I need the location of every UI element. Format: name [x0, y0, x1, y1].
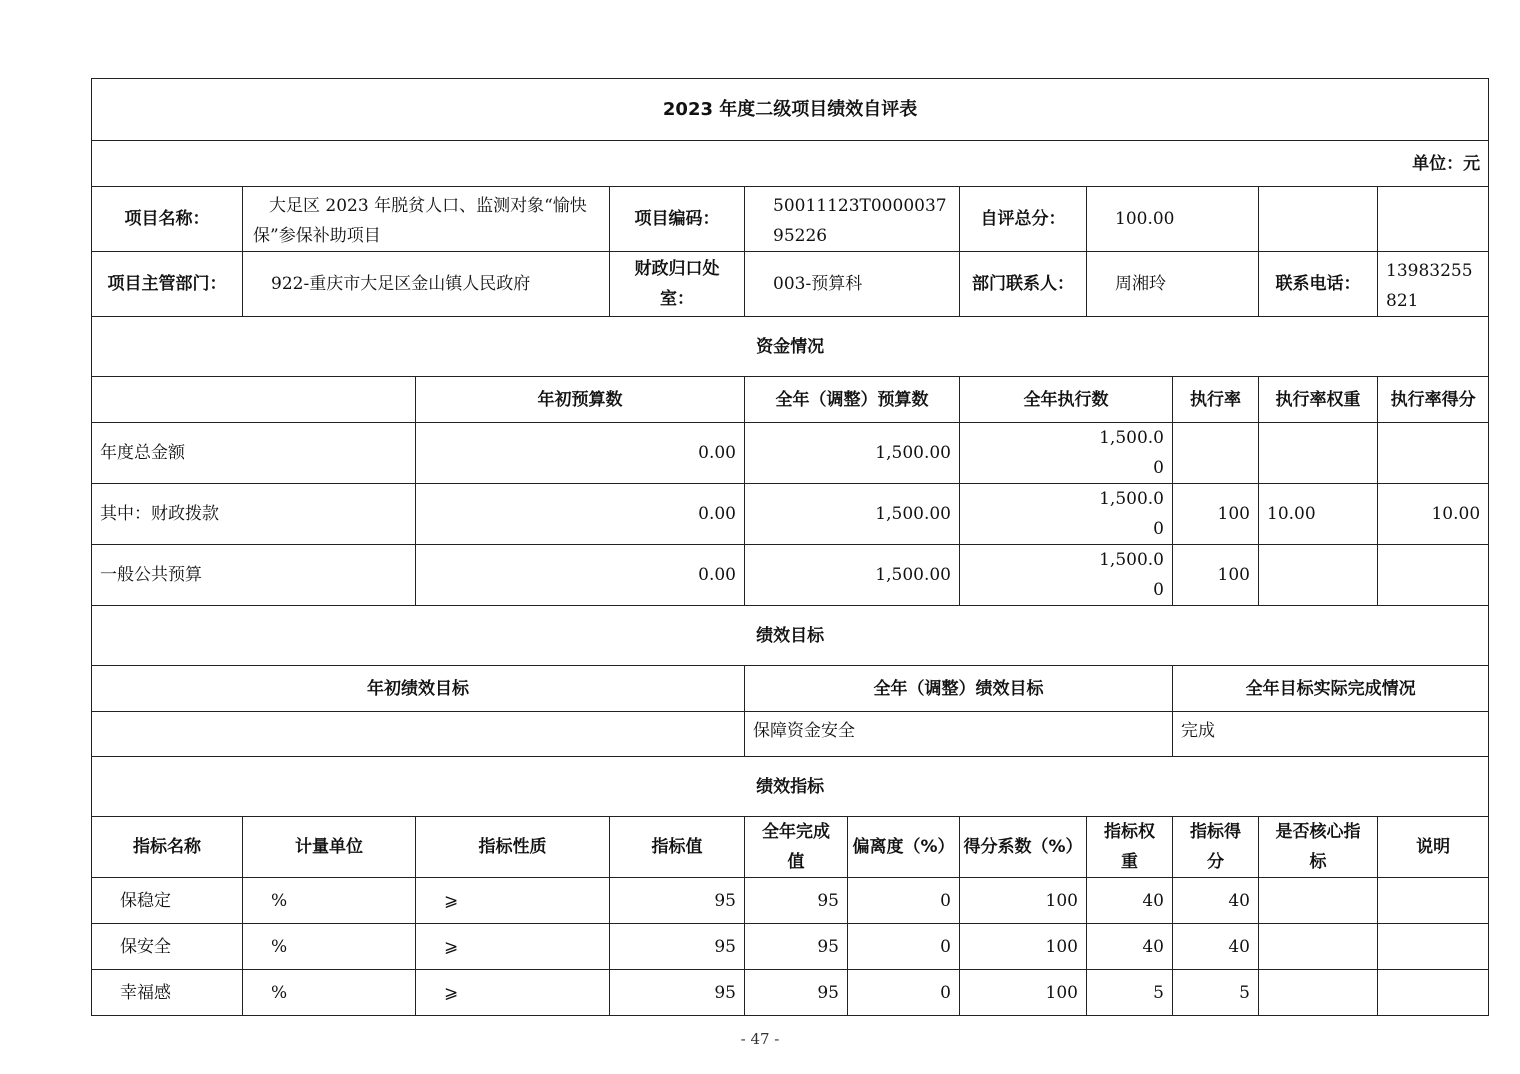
funds-initial: 0.00	[416, 484, 745, 545]
indicator-score: 40	[1173, 924, 1259, 970]
contact-value: 周湘玲	[1087, 252, 1259, 317]
indicator-coefficient: 100	[960, 924, 1087, 970]
table-row	[92, 878, 1489, 924]
indicator-score: 40	[1173, 878, 1259, 924]
indicator-header: 指标性质	[416, 817, 610, 878]
phone-value: 13983255821	[1378, 252, 1489, 317]
indicator-core	[1259, 924, 1378, 970]
funds-row-name: 其中：财政拨款	[92, 484, 416, 545]
finance-value: 003-预算科	[745, 252, 960, 317]
funds-header: 全年（调整）预算数	[745, 377, 960, 423]
dept-label: 项目主管部门：	[92, 252, 243, 317]
indicator-unit: %	[243, 878, 416, 924]
project-name-value: 大足区 2023 年脱贫人口、监测对象“愉快保”参保补助项目	[243, 187, 610, 252]
funds-weight	[1259, 423, 1378, 484]
unit-label: 单位：元	[92, 141, 1489, 187]
indicator-deviation: 0	[848, 878, 960, 924]
indicator-unit: %	[243, 924, 416, 970]
indicator-weight: 40	[1087, 924, 1173, 970]
indicator-done: 95	[745, 970, 848, 1016]
funds-header: 执行率得分	[1378, 377, 1489, 423]
indicator-value: 95	[610, 878, 745, 924]
indicator-value: 95	[610, 924, 745, 970]
funds-adjusted: 1,500.00	[745, 423, 960, 484]
indicator-header: 全年完成值	[745, 817, 848, 878]
dept-value: 922-重庆市大足区金山镇人民政府	[243, 252, 610, 317]
indicator-name: 保稳定	[92, 878, 243, 924]
table-row	[92, 423, 1489, 484]
indicator-coefficient: 100	[960, 970, 1087, 1016]
indicator-done: 95	[745, 924, 848, 970]
funds-rate: 100	[1173, 484, 1259, 545]
indicator-header: 指标权重	[1087, 817, 1173, 878]
funds-initial: 0.00	[416, 545, 745, 606]
project-name-label: 项目名称：	[92, 187, 243, 252]
funds-score	[1378, 423, 1489, 484]
funds-section-title: 资金情况	[92, 317, 1489, 377]
score-value: 100.00	[1087, 187, 1259, 252]
project-code-value: 50011123T000003795226	[745, 187, 960, 252]
goals-adjusted: 保障资金安全	[745, 712, 1173, 757]
indicator-nature: ⩾	[416, 924, 610, 970]
empty-cell	[1259, 187, 1378, 252]
funds-rate	[1173, 423, 1259, 484]
funds-score: 10.00	[1378, 484, 1489, 545]
indicator-header: 偏离度（%）	[848, 817, 960, 878]
indicator-header: 指标得分	[1173, 817, 1259, 878]
indicator-nature: ⩾	[416, 878, 610, 924]
score-label: 自评总分：	[960, 187, 1087, 252]
goals-actual: 完成	[1173, 712, 1489, 757]
indicator-note	[1378, 970, 1489, 1016]
indicator-note	[1378, 878, 1489, 924]
goals-header: 全年（调整）绩效目标	[745, 666, 1173, 712]
table-title: 2023 年度二级项目绩效自评表	[92, 79, 1489, 141]
indicator-coefficient: 100	[960, 878, 1087, 924]
indicator-unit: %	[243, 970, 416, 1016]
project-code-label: 项目编码：	[610, 187, 745, 252]
funds-header: 全年执行数	[960, 377, 1173, 423]
indicator-name: 保安全	[92, 924, 243, 970]
funds-weight	[1259, 545, 1378, 606]
self-evaluation-table	[91, 78, 1489, 1016]
indicator-score: 5	[1173, 970, 1259, 1016]
goals-header: 全年目标实际完成情况	[1173, 666, 1489, 712]
indicator-name: 幸福感	[92, 970, 243, 1016]
indicator-header: 计量单位	[243, 817, 416, 878]
funds-executed: 1,500.00	[960, 484, 1173, 545]
goals-section-title: 绩效目标	[92, 606, 1489, 666]
indicator-done: 95	[745, 878, 848, 924]
funds-executed: 1,500.00	[960, 545, 1173, 606]
funds-initial: 0.00	[416, 423, 745, 484]
funds-header: 执行率权重	[1259, 377, 1378, 423]
indicator-deviation: 0	[848, 970, 960, 1016]
table-row	[92, 970, 1489, 1016]
funds-adjusted: 1,500.00	[745, 484, 960, 545]
funds-rate: 100	[1173, 545, 1259, 606]
goals-header: 年初绩效目标	[92, 666, 745, 712]
indicators-section-title: 绩效指标	[92, 757, 1489, 817]
funds-header: 执行率	[1173, 377, 1259, 423]
funds-row-name: 年度总金额	[92, 423, 416, 484]
indicator-nature: ⩾	[416, 970, 610, 1016]
funds-adjusted: 1,500.00	[745, 545, 960, 606]
table-row	[92, 545, 1489, 606]
funds-executed: 1,500.00	[960, 423, 1173, 484]
indicator-weight: 40	[1087, 878, 1173, 924]
funds-score	[1378, 545, 1489, 606]
indicator-deviation: 0	[848, 924, 960, 970]
finance-label: 财政归口处室：	[610, 252, 745, 317]
indicator-header: 指标值	[610, 817, 745, 878]
indicator-value: 95	[610, 970, 745, 1016]
funds-row-name: 一般公共预算	[92, 545, 416, 606]
phone-label: 联系电话：	[1259, 252, 1378, 317]
indicator-header: 得分系数（%）	[960, 817, 1087, 878]
indicator-header: 指标名称	[92, 817, 243, 878]
funds-header: 年初预算数	[416, 377, 745, 423]
indicator-note	[1378, 924, 1489, 970]
indicator-header: 是否核心指标	[1259, 817, 1378, 878]
table-row	[92, 484, 1489, 545]
empty-cell	[1378, 187, 1489, 252]
indicator-weight: 5	[1087, 970, 1173, 1016]
table-row	[92, 924, 1489, 970]
empty-cell	[92, 377, 416, 423]
goals-initial	[92, 712, 745, 757]
contact-label: 部门联系人：	[960, 252, 1087, 317]
page-number: - 47 -	[740, 1030, 780, 1048]
indicator-header: 说明	[1378, 817, 1489, 878]
indicator-core	[1259, 878, 1378, 924]
funds-weight: 10.00	[1259, 484, 1378, 545]
indicator-core	[1259, 970, 1378, 1016]
